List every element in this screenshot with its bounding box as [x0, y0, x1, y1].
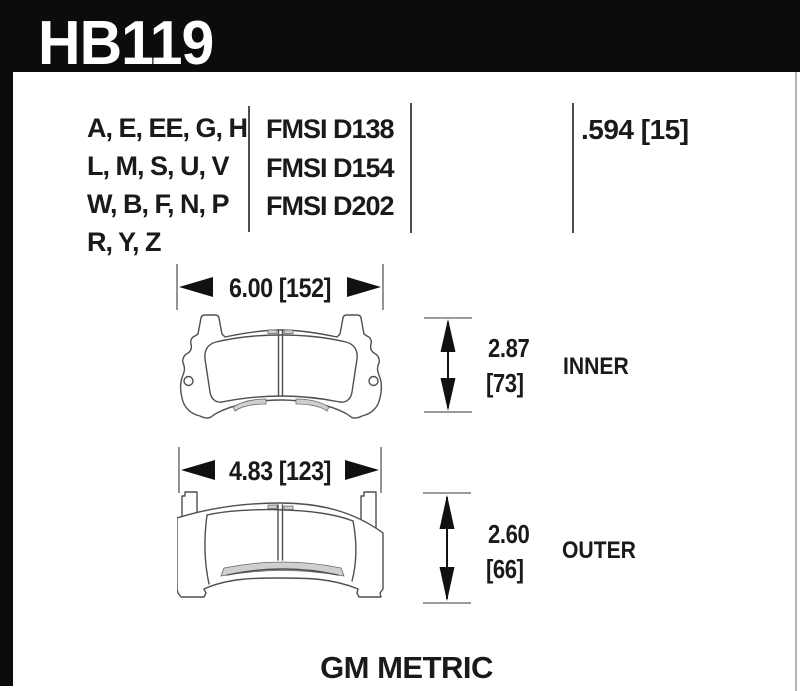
outer-pad-label: OUTER [562, 537, 636, 564]
outer-height-inches: 2.60 [488, 519, 530, 549]
dim-arrow-left-icon [179, 277, 213, 297]
outer-pad-drawing [177, 489, 385, 605]
inner-pad-shading [284, 330, 293, 334]
dim-arrow-down-icon [441, 378, 456, 411]
fmsi-row: FMSI D202 [266, 191, 394, 221]
compound-codes-row: W, B, F, N, P [87, 189, 229, 219]
inner-width-value: 6.00 [152] [229, 273, 331, 303]
outer-height-dimension [419, 487, 479, 609]
inner-pad-outline [181, 315, 382, 418]
application-name: GM METRIC [320, 650, 493, 685]
column-divider [248, 106, 250, 232]
part-number: HB119 [38, 9, 214, 78]
dim-arrow-right-icon [347, 277, 381, 297]
dim-arrow-up-icon [440, 495, 455, 529]
compound-codes-list [87, 109, 247, 261]
right-border-line [795, 72, 797, 691]
inner-height-mm: [73] [486, 368, 524, 398]
compound-codes-row: A, E, EE, G, H [87, 113, 248, 143]
inner-pad-shading [268, 330, 277, 334]
outer-pad-shading [284, 506, 293, 510]
inner-height-inches: 2.87 [488, 333, 530, 363]
outer-pad-shading [268, 505, 277, 509]
fmsi-row: FMSI D154 [266, 152, 394, 183]
dim-arrow-right-icon [345, 460, 379, 480]
outer-height-mm: [66] [486, 554, 524, 584]
column-divider [572, 103, 574, 233]
fmsi-row: FMSI D138 [266, 114, 394, 144]
left-border-band [0, 0, 13, 686]
fmsi-list [266, 110, 394, 226]
outer-width-value: 4.83 [123] [229, 456, 331, 486]
compound-codes-row: L, M, S, U, V [87, 151, 229, 181]
dim-arrow-down-icon [440, 567, 455, 601]
dim-arrow-up-icon [441, 319, 456, 352]
compound-codes-row: R, Y, Z [87, 227, 161, 257]
column-divider [410, 103, 412, 233]
pad-thickness-value: .594 [15] [581, 114, 689, 145]
inner-width-dimension [171, 260, 389, 314]
outer-pad-outline [177, 503, 383, 597]
inner-pad-label: INNER [563, 353, 629, 380]
inner-pad-drawing [178, 312, 388, 424]
inner-height-dimension [420, 312, 480, 418]
header-bar [0, 0, 800, 78]
dim-arrow-left-icon [181, 460, 215, 480]
